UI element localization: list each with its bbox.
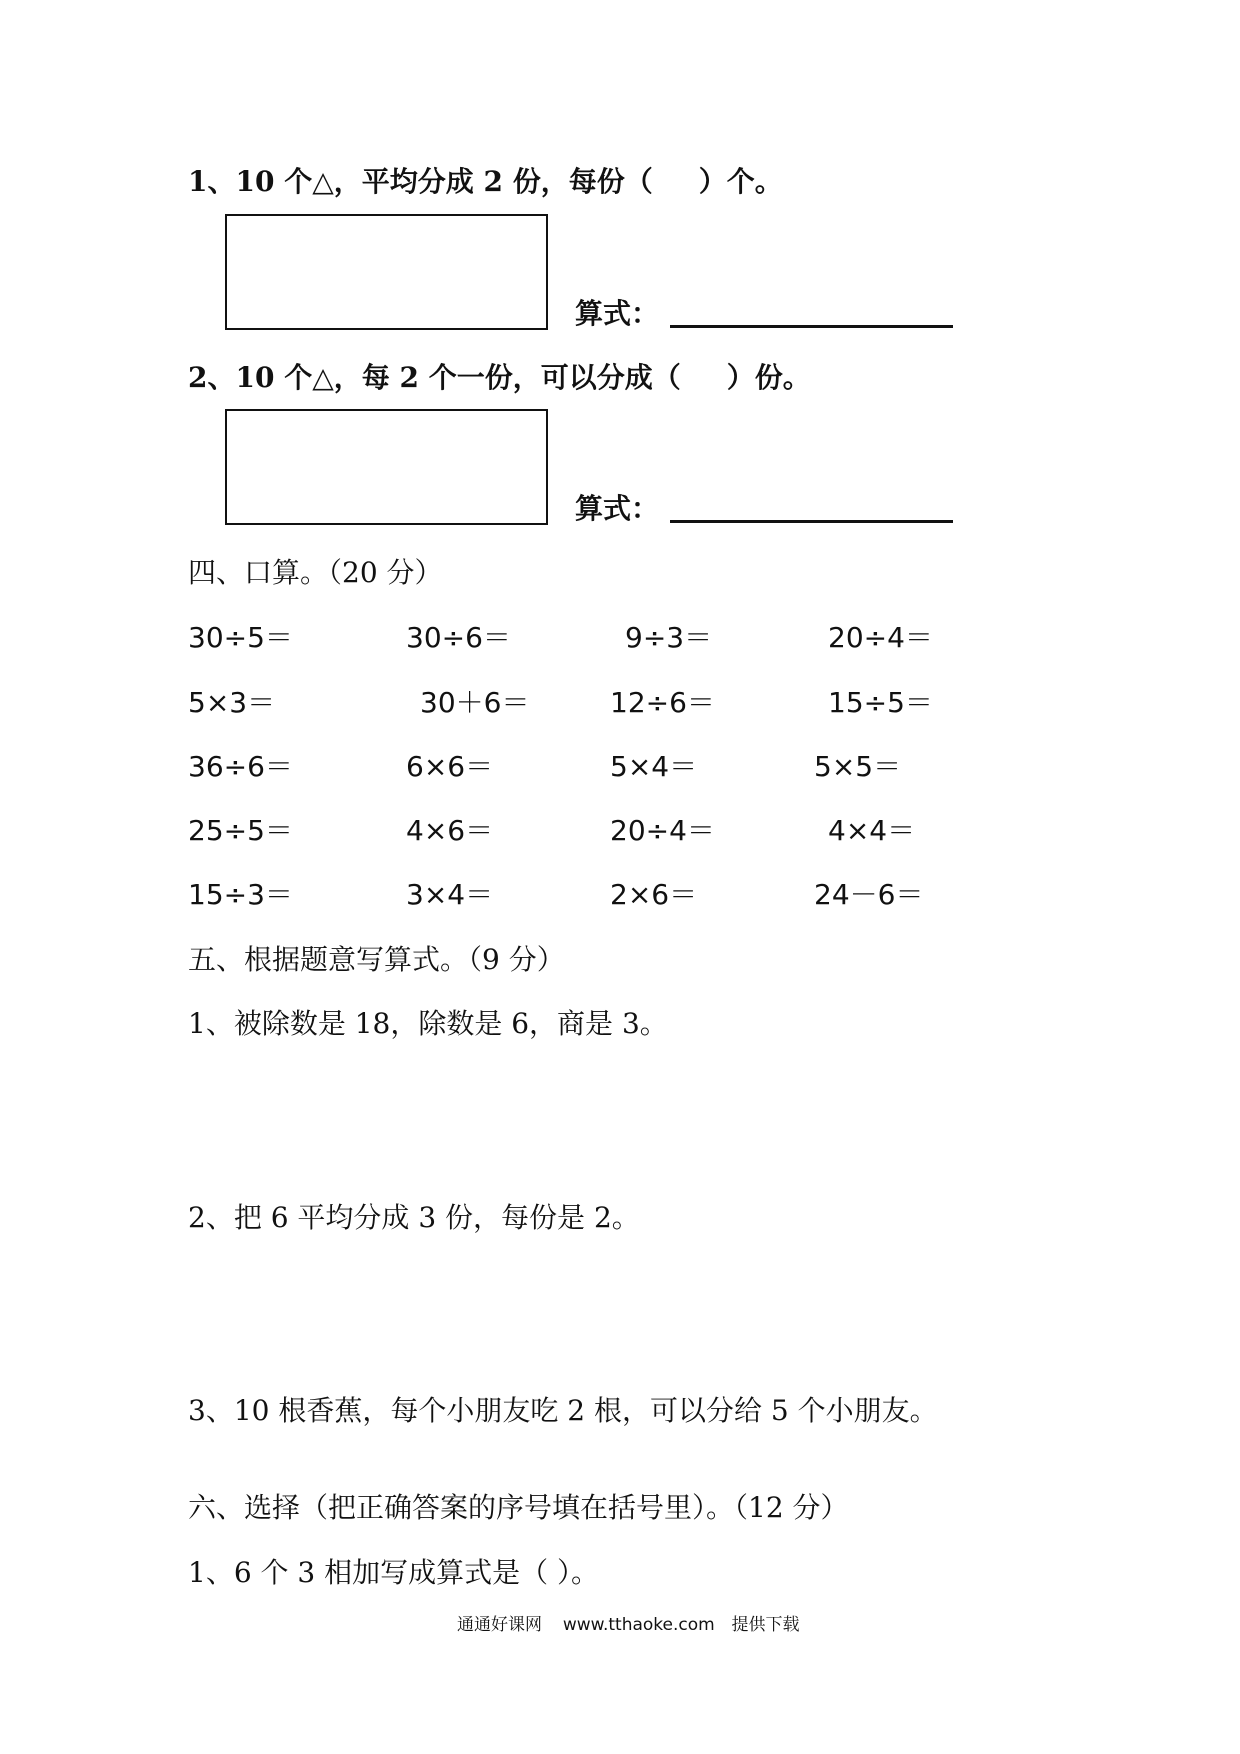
calc-item: 24－6＝ (814, 878, 924, 911)
calc-item: 3×4＝ (406, 878, 494, 911)
footer-url[interactable]: www.tthaoke.com (562, 1615, 715, 1635)
drawing-box-1[interactable] (225, 214, 548, 330)
question-number: 2、 (188, 361, 236, 394)
formula-answer-line-2[interactable] (670, 520, 953, 523)
calc-item: 15÷3＝ (188, 878, 293, 911)
footer (457, 1614, 800, 1636)
calc-item: 2×6＝ (610, 878, 698, 911)
calc-item: 20÷4＝ (610, 814, 715, 847)
formula-label: 算式： (575, 297, 660, 330)
formula-label: 算式： (575, 492, 660, 525)
calc-item: 5×5＝ (814, 750, 902, 783)
calc-item: 20÷4＝ (828, 621, 933, 654)
footer-site-name: 通通好课网 (457, 1615, 542, 1635)
calc-item: 30＋6＝ (420, 686, 530, 719)
section-heading-oral-calc: 四、口算。（20 分） (188, 556, 443, 589)
calc-item: 9÷3＝ (625, 621, 713, 654)
section-heading-write-formula: 五、根据题意写算式。（9 分） (188, 943, 565, 976)
word-problem-1: 1、被除数是 18，除数是 6，商是 3。 (188, 1007, 668, 1040)
calc-item: 30÷5＝ (188, 621, 293, 654)
calc-item: 25÷5＝ (188, 814, 293, 847)
calc-item: 5×3＝ (188, 686, 276, 719)
question-text-end: ）份。 (726, 361, 811, 394)
question-text: 10 个△，平均分成 2 份，每份（ (235, 165, 653, 198)
question-number: 1、 (188, 165, 236, 198)
calc-item: 4×6＝ (406, 814, 494, 847)
footer-suffix: 提供下载 (731, 1615, 800, 1635)
word-problem-3: 3、10 根香蕉，每个小朋友吃 2 根，可以分给 5 个小朋友。 (188, 1394, 938, 1427)
question-text-end: ）个。 (698, 165, 783, 198)
question-text: 10 个△，每 2 个一份，可以分成（ (235, 361, 681, 394)
question-1 (188, 164, 783, 200)
calc-item: 6×6＝ (406, 750, 494, 783)
calc-item: 12÷6＝ (610, 686, 715, 719)
calc-item: 36÷6＝ (188, 750, 293, 783)
section-heading-multiple-choice: 六、选择（把正确答案的序号填在括号里）。（12 分） (188, 1491, 849, 1524)
formula-answer-line-1[interactable] (670, 325, 953, 328)
calc-item: 5×4＝ (610, 750, 698, 783)
question-2 (188, 360, 811, 396)
word-problem-2: 2、把 6 平均分成 3 份，每份是 2。 (188, 1201, 640, 1234)
choice-question-1: 1、6 个 3 相加写成算式是（ ）。 (188, 1556, 600, 1589)
calc-item: 30÷6＝ (406, 621, 511, 654)
calc-item: 4×4＝ (828, 814, 916, 847)
calc-item: 15÷5＝ (828, 686, 933, 719)
drawing-box-2[interactable] (225, 409, 548, 525)
